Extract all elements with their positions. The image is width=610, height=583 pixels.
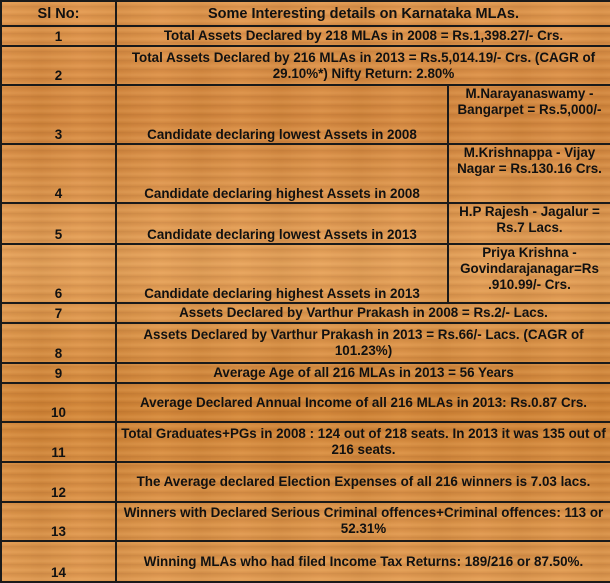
row-number: 5 <box>1 203 116 244</box>
row-number: 12 <box>1 462 116 502</box>
row-text: Assets Declared by Varthur Prakash in 2008 = Rs.2/- Lacs. <box>116 303 610 323</box>
table-row <box>1 303 610 323</box>
row-number: 8 <box>1 323 116 363</box>
row-number: 4 <box>1 144 116 203</box>
row-number: 1 <box>1 26 116 46</box>
table-row <box>1 244 610 303</box>
row-text: Candidate declaring highest Assets in 2008 <box>116 144 448 203</box>
row-number: 3 <box>1 85 116 143</box>
row-text: Total Assets Declared by 218 MLAs in 2008 = Rs.1,398.27/- Crs. <box>116 26 610 46</box>
header-sl-no: Sl No: <box>1 1 116 26</box>
table-row <box>1 323 610 363</box>
table-row <box>1 26 610 46</box>
header-title: Some Interesting details on Karnataka MLAs. <box>116 1 610 26</box>
row-number: 10 <box>1 383 116 423</box>
row-text: The Average declared Election Expenses of all 216 winners is 7.03 lacs. <box>116 462 610 502</box>
row-text: Average Age of all 216 MLAs in 2013 = 56 Years <box>116 363 610 383</box>
row-text: Candidate declaring lowest Assets in 2008 <box>116 85 448 143</box>
row-number: 9 <box>1 363 116 383</box>
row-number: 2 <box>1 46 116 86</box>
row-number: 14 <box>1 541 116 582</box>
row-value: M.Narayanaswamy - Bangarpet = Rs.5,000/- <box>448 85 610 143</box>
table-row <box>1 502 610 542</box>
row-text: Total Graduates+PGs in 2008 : 124 out of 218 seats. In 2013 it was 135 out of 216 seats. <box>116 422 610 462</box>
table-row <box>1 203 610 244</box>
row-number: 6 <box>1 244 116 303</box>
row-number: 13 <box>1 502 116 542</box>
table-row <box>1 462 610 502</box>
row-text: Winners with Declared Serious Criminal offences+Criminal offences: 113 or 52.31% <box>116 502 610 542</box>
row-value: H.P Rajesh - Jagalur = Rs.7 Lacs. <box>448 203 610 244</box>
header-row <box>1 1 610 26</box>
row-text: Total Assets Declared by 216 MLAs in 2013 = Rs.5,014.19/- Crs. (CAGR of 29.10%*) Nifty Return: 2.80% <box>116 46 610 86</box>
table-row <box>1 46 610 86</box>
row-text: Candidate declaring lowest Assets in 2013 <box>116 203 448 244</box>
row-text: Assets Declared by Varthur Prakash in 2013 = Rs.66/- Lacs. (CAGR of 101.23%) <box>116 323 610 363</box>
row-text: Average Declared Annual Income of all 216 MLAs in 2013: Rs.0.87 Crs. <box>116 383 610 423</box>
row-text: Winning MLAs who had filed Income Tax Returns: 189/216 or 87.50%. <box>116 541 610 582</box>
table-row <box>1 541 610 582</box>
table-row <box>1 383 610 423</box>
row-value: Priya Krishna - Govindarajanagar=Rs .910.99/- Crs. <box>448 244 610 303</box>
table-row <box>1 144 610 203</box>
table-row <box>1 363 610 383</box>
row-number: 7 <box>1 303 116 323</box>
row-text: Candidate declaring highest Assets in 2013 <box>116 244 448 303</box>
row-number: 11 <box>1 422 116 462</box>
table-row <box>1 422 610 462</box>
row-value: M.Krishnappa - Vijay Nagar = Rs.130.16 Crs. <box>448 144 610 203</box>
table-row <box>1 85 610 143</box>
